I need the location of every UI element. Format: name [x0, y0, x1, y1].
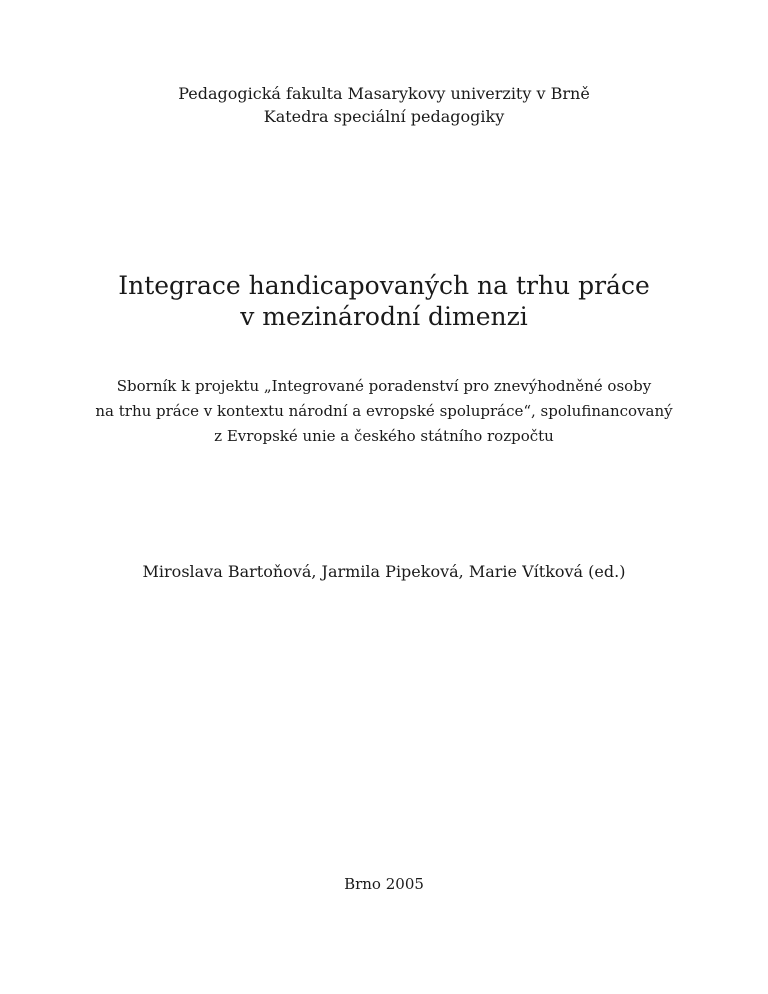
subtitle-line-1: Sborník k projektu „Integrované poradenství pro znevýhodněné osoby	[116, 377, 652, 395]
book-title	[0, 270, 768, 332]
faculty-name: Pedagogická fakulta Masarykovy univerzity v Brně	[178, 84, 590, 103]
department-name: Katedra speciální pedagogiky	[263, 107, 505, 126]
book-title-line-1: Integrace handicapovaných na trhu práce	[118, 271, 650, 300]
subtitle-line-2: na trhu práce v kontextu národní a evropské spolupráce“, spolufinancovaný	[95, 402, 673, 420]
book-title-line-2: v mezinárodní dimenzi	[240, 302, 528, 331]
imprint-place-year: Brno 2005	[344, 875, 424, 893]
imprint	[0, 873, 768, 895]
editors-names: Miroslava Bartoňová, Jarmila Pipeková, Marie Vítková (ed.)	[142, 562, 626, 581]
subtitle-line-3: z Evropské unie a českého státního rozpočtu	[214, 427, 554, 445]
book-subtitle	[0, 374, 768, 449]
editors	[0, 560, 768, 584]
institution-header	[0, 82, 768, 128]
